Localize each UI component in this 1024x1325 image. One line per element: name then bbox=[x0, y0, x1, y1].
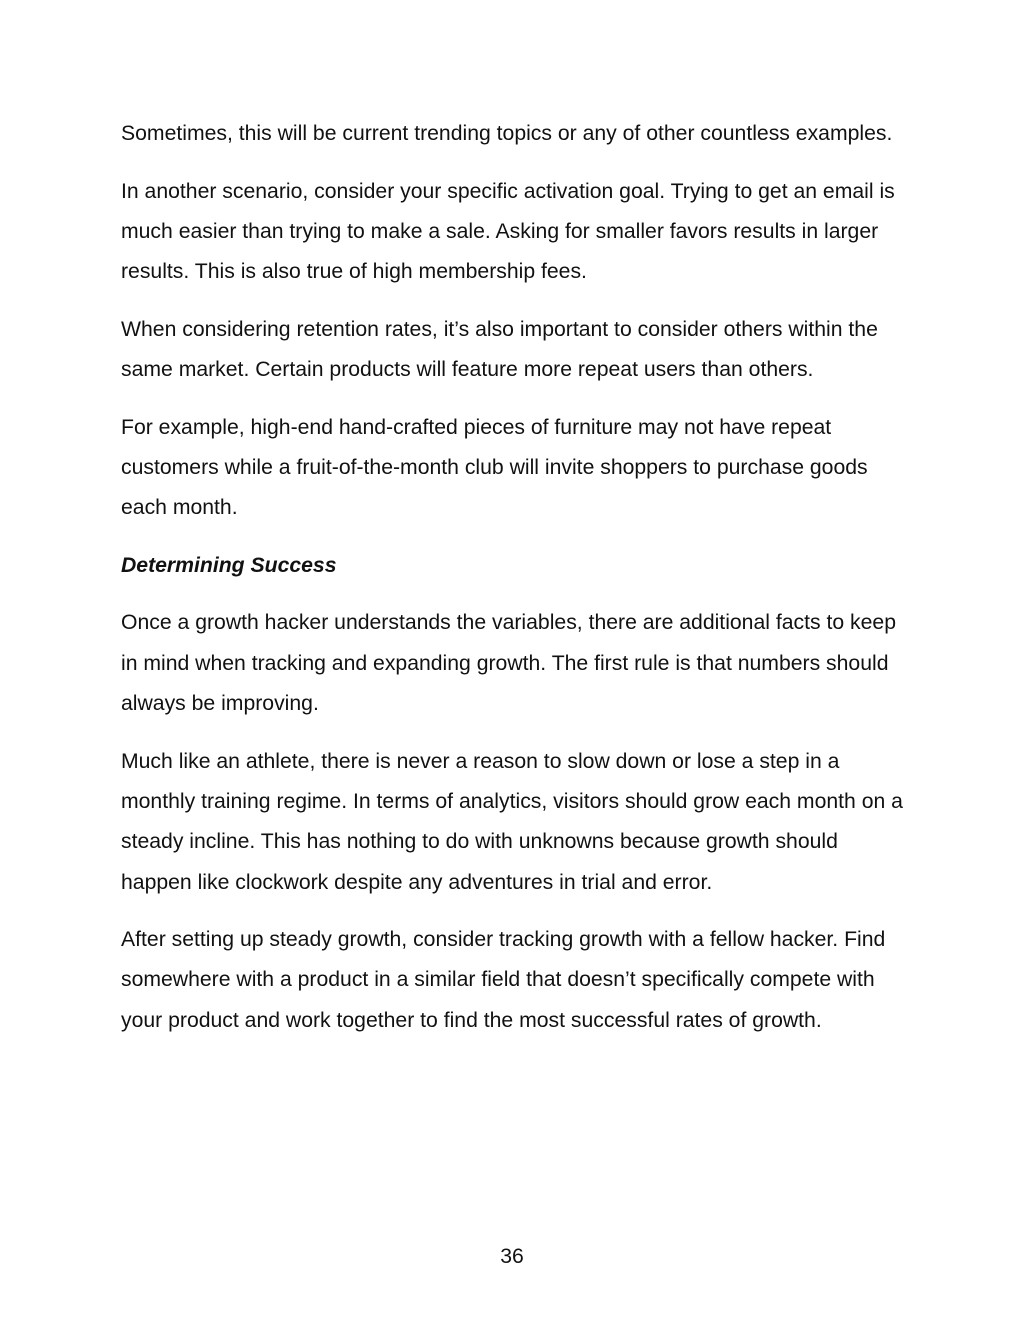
paragraph-variables: Once a growth hacker understands the variables, there are additional facts to keep in mind when tracking and expanding growth. The first rule is that numbers should always be improving. bbox=[121, 611, 896, 716]
paragraph-trending-topics: Sometimes, this will be current trending topics or any of other countless examples. bbox=[121, 122, 893, 145]
page-body bbox=[121, 114, 906, 1058]
paragraph-activation-goal: In another scenario, consider your specific activation goal. Trying to get an email is much easier than trying to make a sale. Asking for smaller favors results in larger results. This is also true of high membership fees. bbox=[121, 179, 895, 284]
paragraph-furniture-example: For example, high-end hand-crafted pieces of furniture may not have repeat customers while a fruit-of-the-month club will invite shoppers to purchase goods each month. bbox=[121, 415, 868, 520]
paragraph-fellow-hacker: After setting up steady growth, consider tracking growth with a fellow hacker. Find somewhere with a product in a similar field that doesn’t specifically compete with your product and work together to find the most successful rates of growth. bbox=[121, 928, 886, 1032]
section-heading: Determining Success bbox=[121, 553, 337, 577]
paragraph-retention-rates: When considering retention rates, it’s also important to consider others within the same market. Certain products will feature more repeat users than others. bbox=[121, 317, 878, 382]
paragraph-athlete: Much like an athlete, there is never a reason to slow down or lose a step in a monthly training regime. In terms of analytics, visitors should grow each month on a steady incline. This has nothing to do with unknowns because growth should happen like clockwork despite any adventures in trial and error. bbox=[121, 749, 903, 894]
page-number: 36 bbox=[500, 1245, 524, 1268]
